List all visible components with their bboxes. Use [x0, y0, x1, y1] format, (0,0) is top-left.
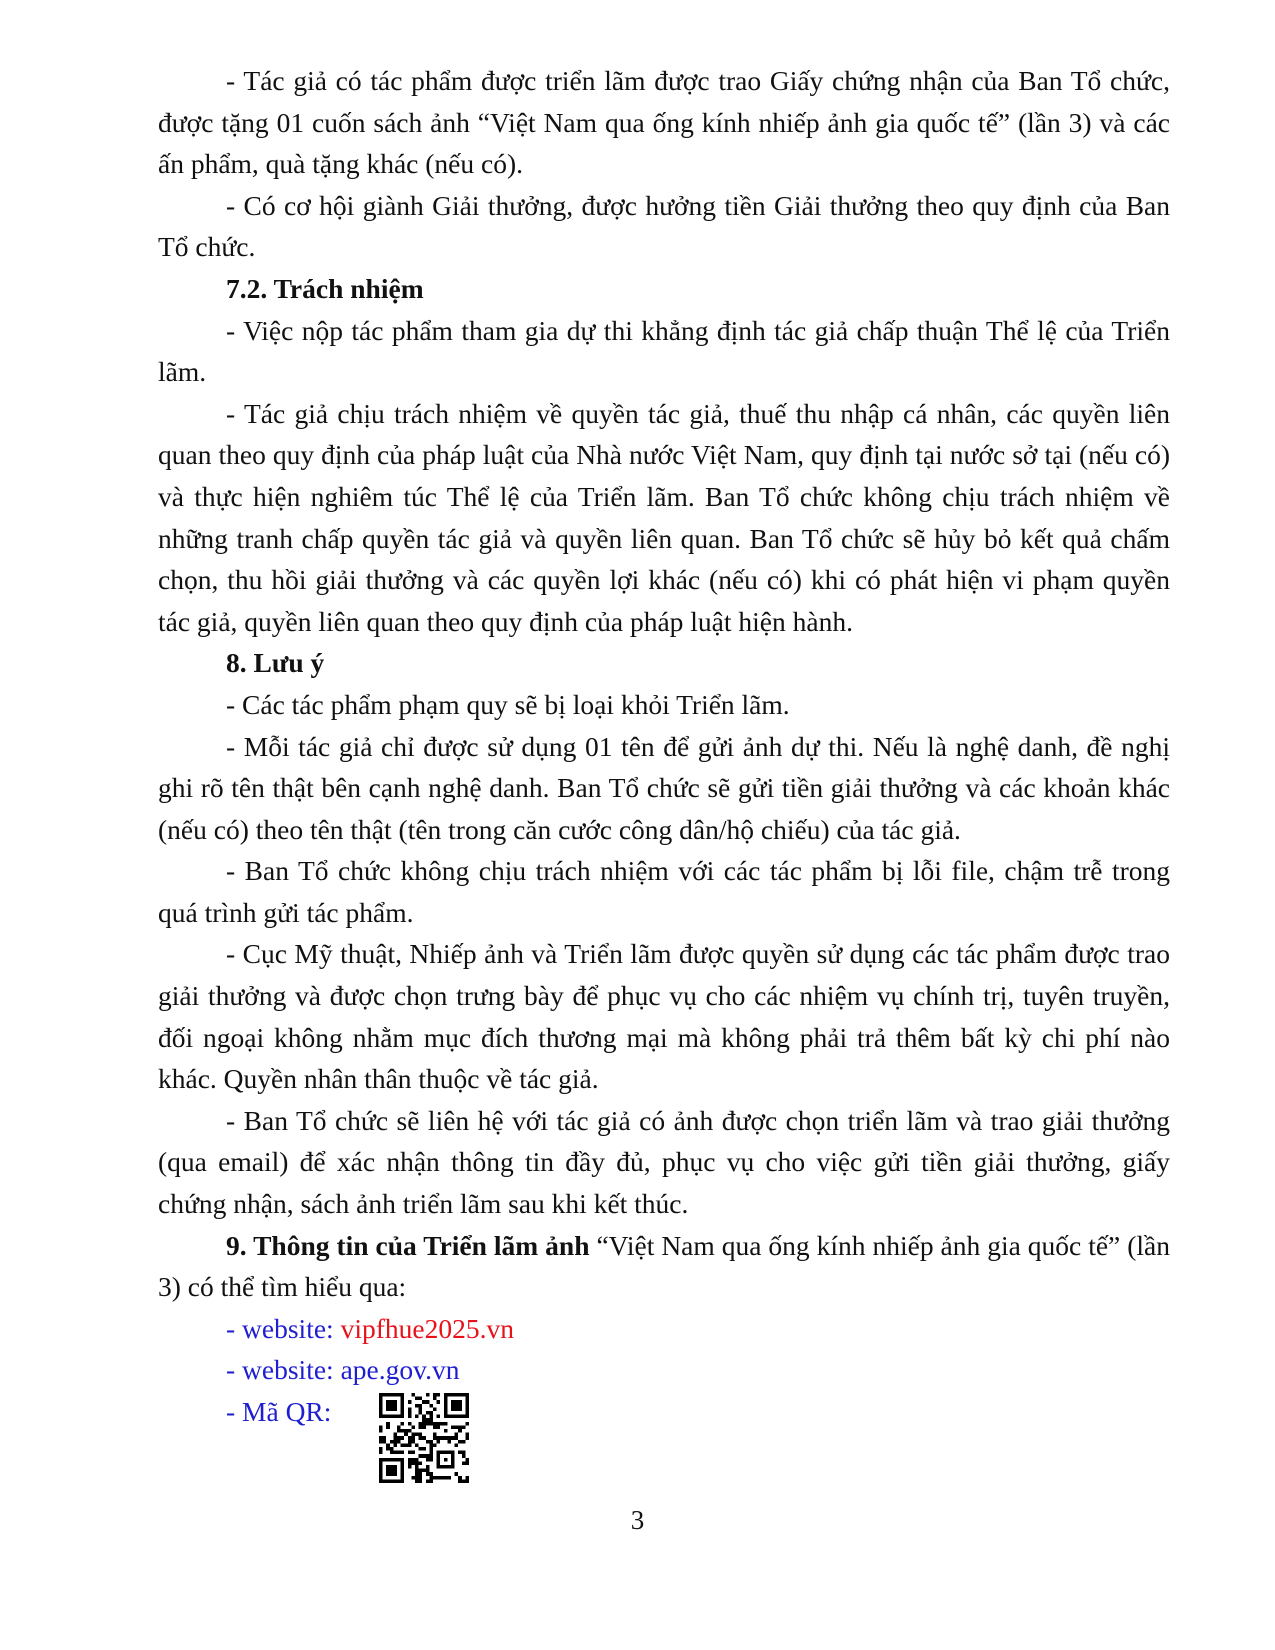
- paragraph-single-name: - Mỗi tác giả chỉ được sử dụng 01 tên để gửi ảnh dự thi. Nếu là nghệ danh, đề nghị ghi rõ tên thật bên cạnh nghệ danh. Ban Tổ chức sẽ gửi tiền giải thưởng và các khoản khác (nếu có) theo tên thật (tên trong căn cước công dân/hộ chiếu) của tác giả.: [158, 730, 1170, 845]
- website-label-2: - website:: [226, 1354, 341, 1386]
- website-link-ape[interactable]: ape.gov.vn: [340, 1354, 460, 1386]
- section-8-heading: 8. Lưu ý: [226, 647, 325, 679]
- qr-code-icon[interactable]: [379, 1393, 469, 1483]
- page-number: 3: [630, 1505, 645, 1535]
- qr-row: [158, 1391, 1170, 1487]
- paragraph-acceptance: - Việc nộp tác phẩm tham gia dự thi khẳng định tác giả chấp thuận Thể lệ của Triển lãm.: [158, 314, 1170, 388]
- website-link-vipfhue2025[interactable]: vipfhue2025.vn: [340, 1312, 514, 1344]
- paragraph-contact-authors: - Ban Tổ chức sẽ liên hệ với tác giả có ảnh được chọn triển lãm và trao giải thưởng (qua email) để xác nhận thông tin đầy đủ, phục vụ cho việc gửi tiền giải thưởng, giấy chứng nhận, sách ảnh triển lãm sau khi kết thúc.: [158, 1104, 1170, 1220]
- paragraph-violations: - Các tác phẩm phạm quy sẽ bị loại khỏi Triển lãm.: [226, 688, 790, 720]
- qr-label: - Mã QR:: [226, 1396, 332, 1427]
- section-7-2-heading: 7.2. Trách nhiệm: [226, 272, 424, 304]
- website-label-1: - website:: [226, 1312, 341, 1344]
- document-page: [158, 60, 1170, 1487]
- website-line-2: [158, 1349, 1170, 1391]
- section-9-paragraph: [158, 1225, 1170, 1308]
- paragraph-award-certificate: - Tác giả có tác phẩm được triển lãm được trao Giấy chứng nhận của Ban Tổ chức, được tặng 01 cuốn sách ảnh “Việt Nam qua ống kính nhiếp ảnh gia quốc tế” (lần 3) và các ấn phẩm, quà tặng khác (nếu có).: [158, 65, 1170, 180]
- section-9-heading: 9. Thông tin của Triển lãm ảnh: [226, 1229, 590, 1261]
- paragraph-file-errors: - Ban Tổ chức không chịu trách nhiệm với các tác phẩm bị lỗi file, chậm trễ trong quá trình gửi tác phẩm.: [158, 855, 1170, 928]
- paragraph-copyright-responsibility: - Tác giả chịu trách nhiệm về quyền tác giả, thuế thu nhập cá nhân, các quyền liên quan theo quy định của pháp luật của Nhà nước Việt Nam, quy định tại nước sở tại (nếu có) và thực hiện nghiêm túc Thể lệ của Triển lãm. Ban Tổ chức không chịu trách nhiệm về những tranh chấp quyền tác giả và quyền liên quan. Ban Tổ chức sẽ hủy bỏ kết quả chấm chọn, thu hồi giải thưởng và các quyền lợi khác (nếu có) khi có phát hiện vi phạm quyền tác giả, quyền liên quan theo quy định của pháp luật hiện hành.: [158, 397, 1170, 637]
- paragraph-prize-chance: - Có cơ hội giành Giải thưởng, được hưởng tiền Giải thưởng theo quy định của Ban Tổ chức.: [158, 189, 1170, 263]
- paragraph-usage-rights: - Cục Mỹ thuật, Nhiếp ảnh và Triển lãm được quyền sử dụng các tác phẩm được trao giải thưởng và được chọn trưng bày để phục vụ cho các nhiệm vụ chính trị, tuyên truyền, đối ngoại không nhằm mục đích thương mại mà không phải trả thêm bất kỳ chi phí nào khác. Quyền nhân thân thuộc về tác giả.: [158, 938, 1170, 1095]
- section-9-heading-rest: “Việt Nam qua ống kính nhiếp ảnh gia quốc tế” (lần 3) có thể tìm hiểu qua:: [158, 1229, 1170, 1303]
- website-line-1: [158, 1308, 1170, 1350]
